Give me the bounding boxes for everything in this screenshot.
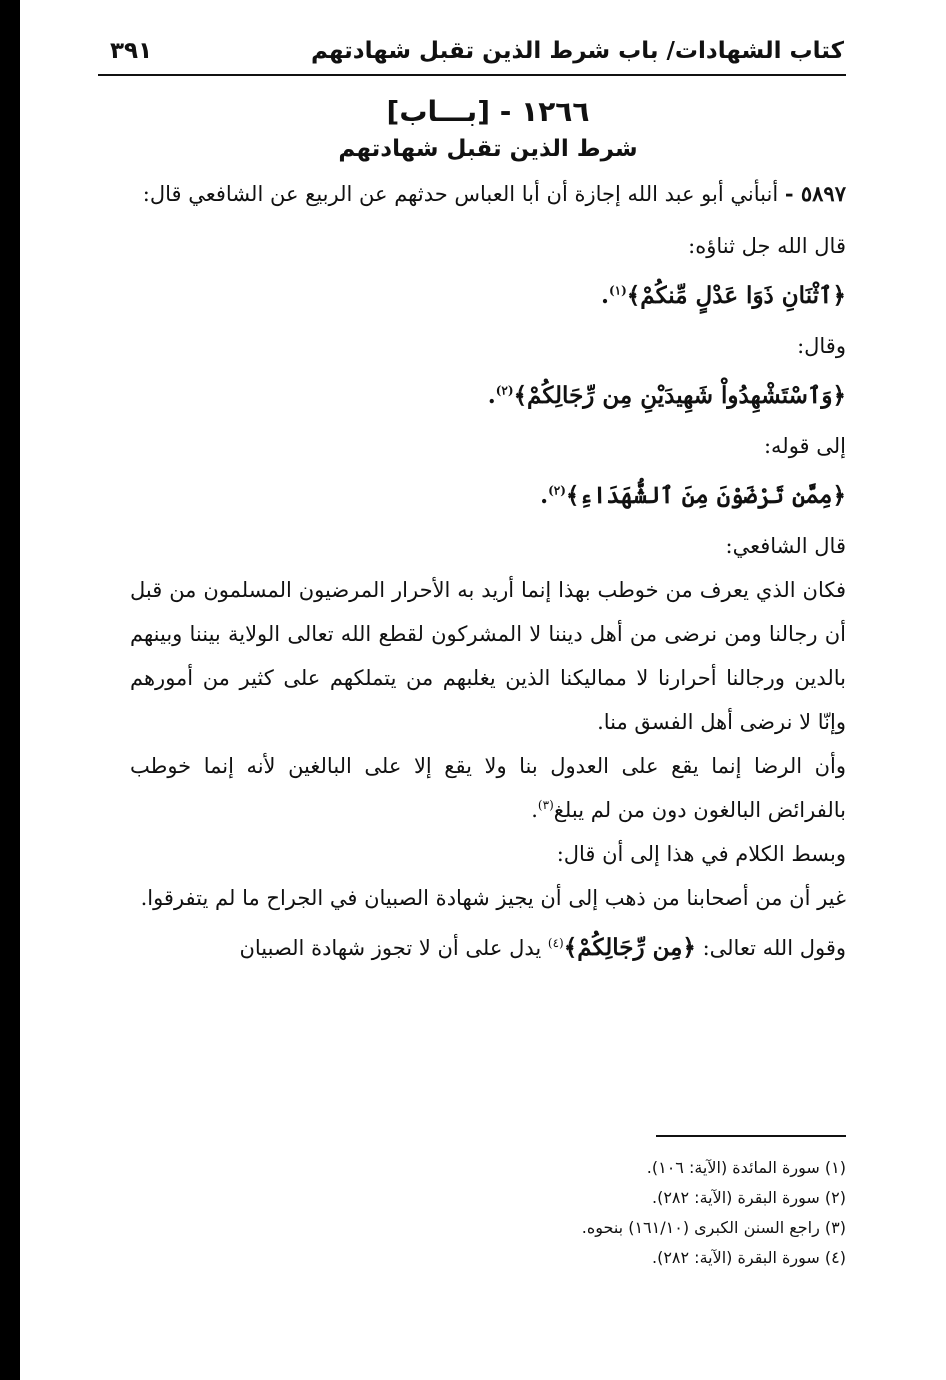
paragraph-4: غير أن من أصحابنا من ذهب إلى أن يجيز شهادة الصبيان في الجراح ما لم يتفرقوا.	[140, 886, 846, 910]
verse-3: ﴿مِمَّن تَرْضَوْنَ مِنَ ٱلشُّهَدَاءِ﴾$^{(٢)}$.	[540, 482, 846, 509]
running-title: كتاب الشهادات/ باب شرط الذين تقبل شهادتهم	[310, 38, 844, 64]
shafii-said: قال الشافعي:	[725, 534, 846, 558]
hadith-intro	[130, 172, 846, 216]
verse-3-text: ﴿مِمَّن تَرْضَوْنَ مِنَ ٱلشُّهَدَاءِ﴾	[565, 482, 846, 509]
verse-2-text: ﴿وَٱسْتَشْهِدُواْ شَهِيدَيْنِ مِن رِّجَالِكُمْ﴾	[513, 382, 846, 409]
paragraph-2-footnote-ref: (٣)	[537, 798, 554, 812]
verse-1: ﴿ٱثْنَانِ ذَوَا عَدْلٍ مِّنكُمْ﴾$^{(١)}$.	[600, 282, 846, 309]
and-said: وقال:	[797, 334, 846, 358]
footnote-item: (١) سورة المائدة (الآية: ١٠٦).	[646, 1158, 846, 1177]
paragraph-5-verse: ﴿مِن رِّجَالِكُمْ﴾	[563, 934, 696, 961]
running-header	[98, 30, 846, 76]
verse-1-text: ﴿ٱثْنَانِ ذَوَا عَدْلٍ مِّنكُمْ﴾	[626, 282, 846, 309]
verse-2: ﴿وَٱسْتَشْهِدُواْ شَهِيدَيْنِ مِن رِّجَالِكُمْ﴾$^{(٢)}$.	[487, 382, 846, 409]
verse-1-footnote-ref: (١)	[608, 283, 627, 298]
until-his-saying: إلى قوله:	[763, 434, 846, 458]
footnote-item: (٢) سورة البقرة (الآية: ٢٨٢).	[651, 1188, 846, 1207]
paragraph-5	[130, 920, 846, 976]
paragraph-5-footnote-ref: (٤)	[547, 936, 564, 950]
paragraph-2-text: وأن الرضا إنما يقع على العدول بنا ولا يقع إلا على البالغين لأنه إنما خوطب بالفرائض البالغون دون من لم يبلغ	[130, 754, 846, 822]
footnotes	[130, 1135, 846, 1273]
footnote-item: (٣) راجع السنن الكبرى (١٦١/١٠) بنحوه.	[581, 1218, 846, 1237]
paragraph-3: وبسط الكلام في هذا إلى أن قال:	[556, 842, 846, 866]
hadith-number: ٥٨٩٧ -	[784, 181, 846, 206]
page-body	[110, 30, 846, 976]
paragraph-5-end: يدل على أن لا تجوز شهادة الصبيان	[239, 936, 542, 960]
said-allah: قال الله جل ثناؤه:	[688, 234, 846, 258]
verse-2-footnote-ref: (٢)	[495, 383, 514, 398]
paragraph-2: وأن الرضا إنما يقع على العدول بنا ولا يقع إلا على البالغين لأنه إنما خوطب بالفرائض البالغون دون من لم يبلغ$^{(٣)}$.	[130, 754, 846, 822]
hadith-intro-text: أنبأني أبو عبد الله إجازة أن أبا العباس حدثهم عن الربيع عن الشافعي قال:	[142, 182, 779, 206]
paragraph-1: فكان الذي يعرف من خوطب بهذا إنما أريد به الأحرار المرضيون المسلمون من قبل أن رجالنا ومن نرضى من أهل ديننا لا المشركون لقطع الله تعالى الولاية بيننا وبينهم بالدين ورجالنا أحرارنا لا مماليكنا الذين يغلبهم من يتملكهم على كثير من أمورهم وإنّا لا نرضى أهل الفسق منا.	[130, 578, 846, 734]
binding-strip	[0, 0, 20, 1380]
page-number: ٣٩١	[110, 38, 153, 64]
verse-3-footnote-ref: (٢)	[548, 483, 566, 498]
footnote-item: (٤) سورة البقرة (الآية: ٢٨٢).	[651, 1248, 846, 1267]
chapter-number: ١٢٦٦ - [بـــاب]	[386, 95, 590, 128]
footnote-divider	[656, 1135, 846, 1137]
paragraph-5-start: وقول الله تعالى:	[702, 936, 846, 960]
chapter-title: شرط الذين تقبل شهادتهم	[338, 136, 638, 162]
